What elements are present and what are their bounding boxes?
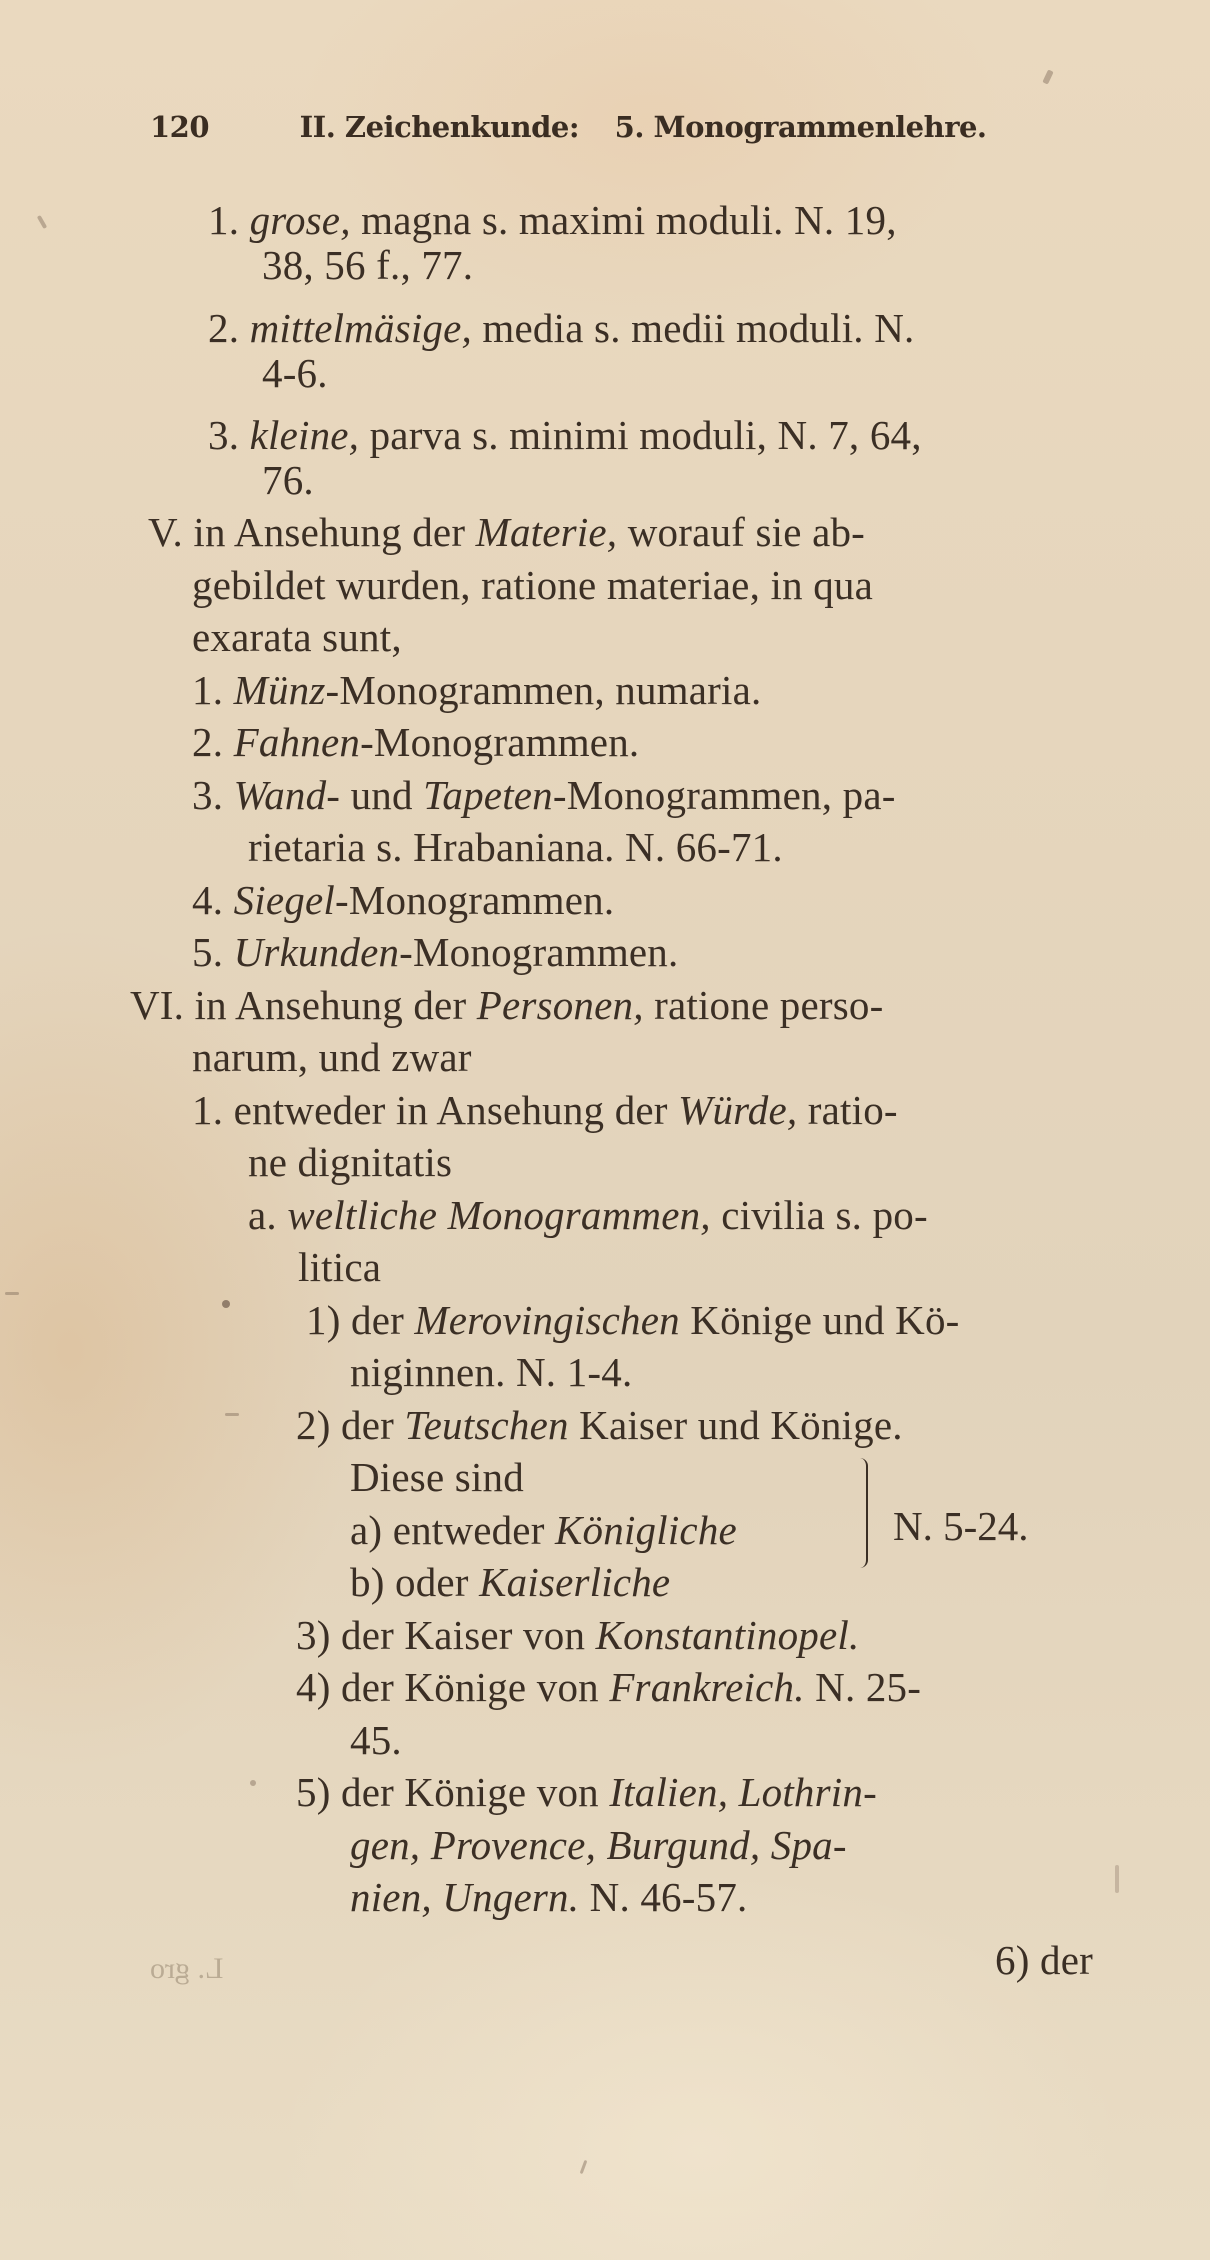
roman-run: niginnen. N. 1-4. bbox=[350, 1349, 633, 1395]
italic-run: Kaiserliche bbox=[479, 1559, 671, 1605]
italic-run: Konstantinopel. bbox=[595, 1612, 860, 1658]
text-line bbox=[262, 457, 314, 503]
paper-speck bbox=[5, 1292, 19, 1295]
running-header bbox=[150, 110, 987, 144]
chapter-title: II. Zeichenkunde: bbox=[299, 110, 580, 144]
text-line bbox=[350, 1454, 524, 1500]
roman-run: Kaiser und Könige. bbox=[568, 1402, 903, 1448]
roman-run: 1) der bbox=[306, 1297, 415, 1343]
italic-run: weltliche Monogrammen, bbox=[287, 1192, 711, 1238]
roman-run: 5) der Könige von bbox=[296, 1769, 610, 1815]
text-line bbox=[350, 1559, 671, 1605]
brace-bracket bbox=[858, 1458, 868, 1568]
roman-run: litica bbox=[298, 1244, 382, 1290]
roman-run: 5. bbox=[192, 929, 234, 975]
italic-run: Merovingischen bbox=[414, 1297, 680, 1343]
text-line bbox=[298, 1244, 382, 1290]
roman-run: -Monogrammen. bbox=[399, 929, 679, 975]
roman-run: -Monogrammen. bbox=[335, 877, 615, 923]
text-line bbox=[192, 667, 762, 713]
text-line bbox=[208, 197, 897, 243]
roman-run: 3. bbox=[208, 412, 250, 458]
paper-speck bbox=[37, 215, 47, 229]
section-title: 5. Monogrammenlehre. bbox=[614, 110, 987, 144]
italic-run: Italien, Lothrin- bbox=[609, 1769, 877, 1815]
roman-run: ratione perso- bbox=[643, 982, 884, 1028]
roman-run: 2. bbox=[208, 305, 250, 351]
roman-run: civilia s. po- bbox=[710, 1192, 928, 1238]
italic-run: Teutschen bbox=[404, 1402, 569, 1448]
paper-speck bbox=[1115, 1865, 1119, 1893]
bleed-through-text: L. gro bbox=[150, 1952, 224, 1985]
italic-run: Siegel bbox=[233, 877, 335, 923]
roman-run: 2. bbox=[192, 719, 234, 765]
italic-run: kleine, bbox=[249, 412, 360, 458]
roman-run: Könige und Kö- bbox=[679, 1297, 960, 1343]
text-line bbox=[192, 877, 615, 923]
roman-run: parva s. minimi moduli, N. 7, 64, bbox=[359, 412, 922, 458]
text-line bbox=[248, 1139, 453, 1185]
italic-run: Fahnen bbox=[233, 719, 361, 765]
text-line bbox=[296, 1769, 877, 1815]
roman-run: narum, und zwar bbox=[192, 1034, 472, 1080]
roman-run: b) oder bbox=[350, 1559, 480, 1605]
text-line bbox=[192, 1087, 898, 1133]
italic-run: Personen, bbox=[476, 982, 644, 1028]
roman-run: VI. in Ansehung der bbox=[130, 982, 477, 1028]
roman-run: gebildet wurden, ratione materiae, in qua bbox=[192, 562, 874, 608]
text-line bbox=[248, 824, 783, 870]
text-line bbox=[306, 1297, 960, 1343]
roman-run: ne dignitatis bbox=[248, 1139, 453, 1185]
roman-run: Diese sind bbox=[350, 1454, 524, 1500]
italic-run: mittelmäsige, bbox=[249, 305, 472, 351]
roman-run: -Monogrammen, numaria. bbox=[325, 667, 762, 713]
italic-run: Münz bbox=[233, 667, 326, 713]
text-line bbox=[192, 562, 874, 608]
roman-run: 4. bbox=[192, 877, 234, 923]
roman-run: 1. bbox=[192, 667, 234, 713]
text-line bbox=[350, 1822, 847, 1868]
roman-run: 45. bbox=[350, 1717, 402, 1763]
roman-run: -Monogrammen. bbox=[360, 719, 640, 765]
text-line bbox=[192, 614, 402, 660]
italic-run: nien, Ungern. bbox=[350, 1874, 580, 1920]
paper-speck bbox=[225, 1413, 239, 1416]
text-line bbox=[350, 1507, 737, 1553]
text-line bbox=[192, 719, 640, 765]
roman-run: V. in Ansehung der bbox=[148, 509, 476, 555]
text-line bbox=[350, 1874, 748, 1920]
roman-run: 3) der Kaiser von bbox=[296, 1612, 596, 1658]
text-line bbox=[262, 242, 474, 288]
roman-run: 1. bbox=[208, 197, 250, 243]
text-line bbox=[192, 1034, 472, 1080]
italic-run: Königliche bbox=[555, 1507, 737, 1553]
text-line bbox=[296, 1612, 860, 1658]
page-number: 120 bbox=[150, 110, 210, 144]
text-line bbox=[296, 1402, 903, 1448]
roman-run: 1. entweder in Ansehung der bbox=[192, 1087, 679, 1133]
paper-speck bbox=[580, 2160, 588, 2174]
italic-run: Wand- bbox=[233, 772, 341, 818]
text-line bbox=[262, 350, 328, 396]
roman-run: und bbox=[340, 772, 424, 818]
paper-speck bbox=[222, 1300, 230, 1308]
text-line bbox=[350, 1717, 402, 1763]
roman-run: N. 25- bbox=[804, 1664, 922, 1710]
italic-run: Tapeten bbox=[423, 772, 553, 818]
italic-run: gen, Provence, Burgund, Spa- bbox=[350, 1822, 847, 1868]
italic-run: grose, bbox=[249, 197, 351, 243]
roman-run: a. bbox=[248, 1192, 288, 1238]
roman-run: 76. bbox=[262, 457, 314, 503]
italic-run: Würde, bbox=[678, 1087, 798, 1133]
italic-run: Urkunden bbox=[233, 929, 400, 975]
roman-run: exarata sunt, bbox=[192, 614, 402, 660]
roman-run: a) entweder bbox=[350, 1507, 555, 1553]
paper-speck bbox=[250, 1780, 256, 1786]
text-line bbox=[192, 772, 896, 818]
catchword: 6) der bbox=[995, 1937, 1093, 1983]
roman-run: worauf sie ab- bbox=[617, 509, 866, 555]
roman-run: N. 46-57. bbox=[579, 1874, 748, 1920]
roman-run: 4) der Könige von bbox=[296, 1664, 610, 1710]
roman-run: 4-6. bbox=[262, 350, 328, 396]
roman-run: 38, 56 f., 77. bbox=[262, 242, 474, 288]
text-line bbox=[208, 412, 922, 458]
roman-run: -Monogrammen, pa- bbox=[552, 772, 896, 818]
text-line bbox=[192, 929, 679, 975]
roman-run: 3. bbox=[192, 772, 234, 818]
paper-speck bbox=[1042, 69, 1053, 84]
roman-run: media s. medii moduli. N. bbox=[471, 305, 915, 351]
roman-run: 2) der bbox=[296, 1402, 405, 1448]
roman-run: magna s. maximi moduli. N. 19, bbox=[350, 197, 897, 243]
text-line bbox=[296, 1664, 922, 1710]
text-line bbox=[248, 1192, 928, 1238]
roman-run: rietaria s. Hrabaniana. N. 66-71. bbox=[248, 824, 783, 870]
text-line bbox=[208, 305, 915, 351]
bracket-reference: N. 5-24. bbox=[893, 1503, 1029, 1549]
italic-run: Materie, bbox=[475, 509, 618, 555]
text-line bbox=[350, 1349, 633, 1395]
text-line bbox=[148, 509, 866, 555]
roman-run: ratio- bbox=[797, 1087, 898, 1133]
italic-run: Frankreich. bbox=[609, 1664, 805, 1710]
text-line bbox=[130, 982, 884, 1028]
